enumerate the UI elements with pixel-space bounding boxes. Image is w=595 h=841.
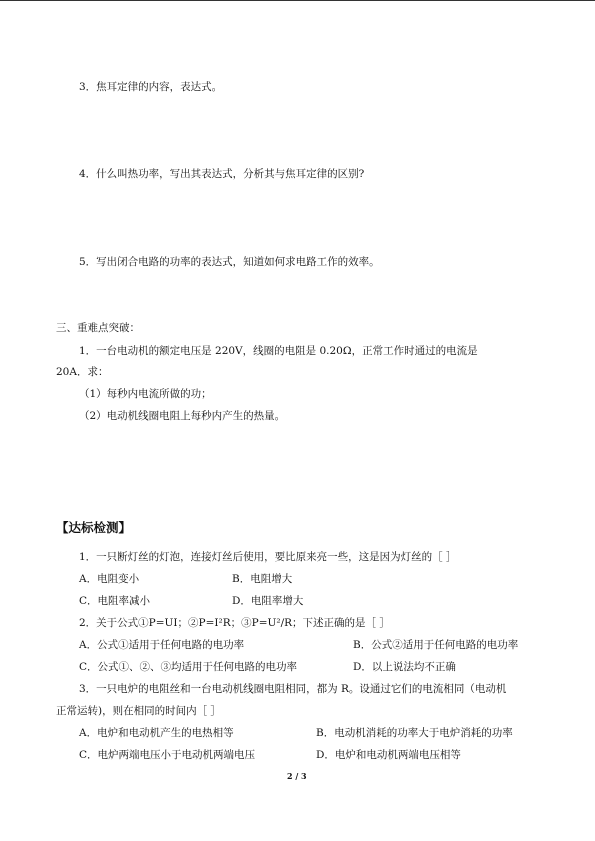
test-1-option-c: C．电阻率减小 — [79, 595, 151, 607]
test-3-line-1: 3．一只电炉的电阻丝和一台电动机线圈电阻相同，都为 R。设通过它们的电流相同（电动机 — [79, 683, 507, 695]
test-2-option-c: C．公式①、②、③均适用于任何电路的电功率 — [79, 661, 298, 673]
test-3-option-c: C．电炉两端电压小于电动机两端电压 — [79, 749, 256, 761]
test-2-option-a: A．公式①适用于任何电路的电功率 — [79, 639, 245, 651]
example-1-line-1: 1．一台电动机的额定电压是 220V，线圈的电阻是 0.20Ω，正常工作时通过的电流是 — [79, 345, 478, 357]
test-3-option-b: B．电动机消耗的功率大于电炉消耗的功率 — [316, 727, 513, 739]
test-2-option-d: D．以上说法均不正确 — [353, 661, 456, 673]
header-rule — [0, 0, 595, 1]
test-3-option-d: D．电炉和电动机两端电压相等 — [316, 749, 461, 761]
test-3-option-a: A．电炉和电动机产生的电热相等 — [79, 727, 234, 739]
question-5: 5．写出闭合电路的功率的表达式，知道如何求电路工作的效率。 — [79, 256, 380, 268]
question-4: 4．什么叫热功率，写出其表达式，分析其与焦耳定律的区别? — [79, 168, 365, 180]
page-number: 2 / 3 — [287, 771, 307, 781]
test-3-line-2: 正常运转)，则在相同的时间内［ ］ — [56, 705, 221, 717]
test-1-option-a: A．电阻变小 — [79, 573, 140, 585]
example-1-sub-2: （2）电动机线圈电阻上每秒内产生的热量。 — [79, 410, 286, 422]
test-1-option-b: B．电阻增大 — [232, 573, 293, 585]
test-1-option-d: D．电阻率增大 — [232, 595, 304, 607]
example-1-line-2: 20A．求： — [56, 366, 109, 378]
test-2-stem: 2．关于公式①P=UI；②P=I²R；③P=U²/R；下述正确的是［ ］ — [79, 617, 390, 629]
test-1-stem: 1．一只断灯丝的灯泡，连接灯丝后使用，要比原来亮一些，这是因为灯丝的［ ］ — [79, 551, 457, 563]
test-2-option-b: B．公式②适用于任何电路的电功率 — [353, 639, 519, 651]
section-3-title: 三、重难点突破： — [56, 322, 140, 334]
example-1-sub-1: （1）每秒内电流所做的功； — [79, 388, 212, 400]
question-3: 3．焦耳定律的内容，表达式。 — [79, 81, 223, 93]
test-section-title: 【达标检测】 — [56, 520, 132, 535]
